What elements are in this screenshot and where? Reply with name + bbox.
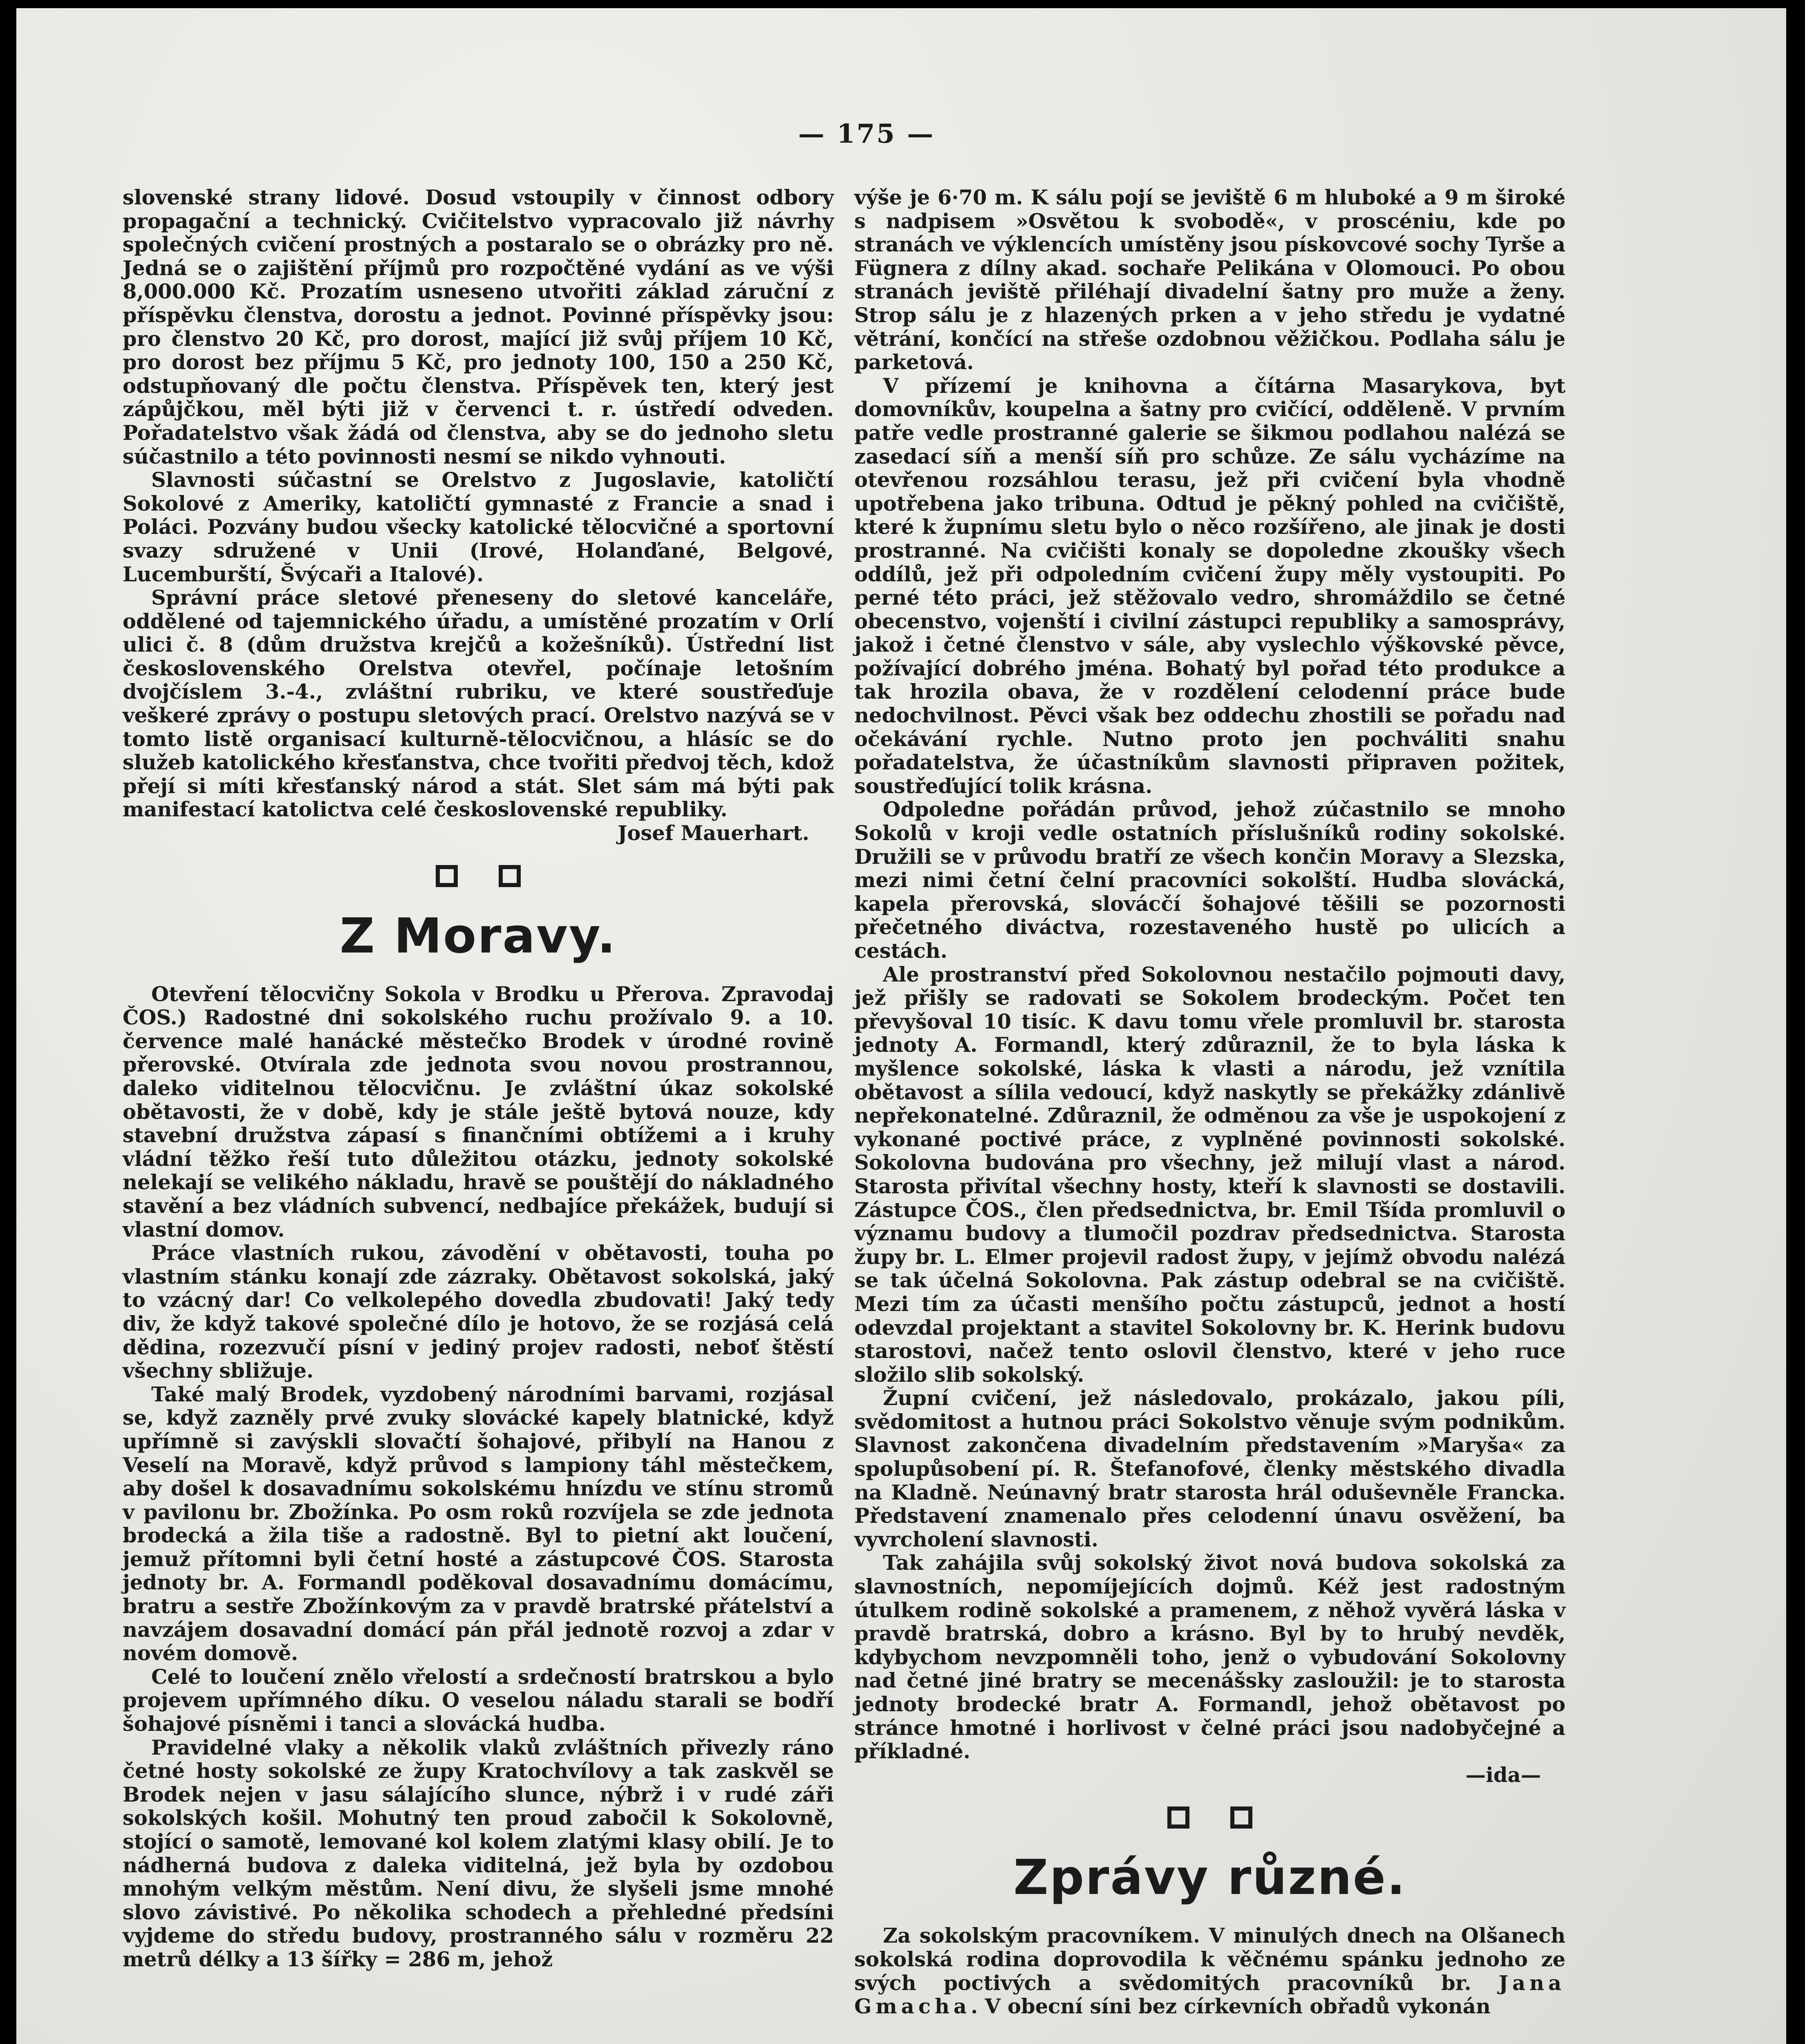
paragraph: Pravidelné vlaky a několik vlaků zvláštních přivezly ráno četné hosty sokolské ze župy Kratochvílovy a tak zaskvěl se Brodek nejen v jasu sálajícího slunce, nýbrž i v rudé záři sokolských košil. Mohutný ten proud zabočil k Sokolovně, stojící o samotě, lemované kol kolem zlatými klasy obilí. Je to nádherná budova z daleka viditelná, jež byla by ozdobou mnohým velkým městům. Není divu, že slyšeli jsme mnohé slovo závistivé. Po několika schodech a přehledné předsíni vyjdeme do středu budovy, prostranného sálu v rozměru 22 metrů délky a 13 šířky = 286 m, jehož xyxy=(123,1735,834,1971)
paragraph: Odpoledne pořádán průvod, jehož zúčastnilo se mnoho Sokolů v kroji vedle ostatních příslušníků rodiny sokolské. Družili se v průvodu bratří ze všech končin Moravy a Slezska, mezi nimi četní čelní pracovníci sokolští. Hudba slovácká, kapela přerovská, slovácčí šohajové těšili se pozornosti přečetného diváctva, rozestaveného hustě po ulicích a cestách. xyxy=(854,798,1565,963)
square-ornament-icon xyxy=(1167,1806,1189,1829)
right-column xyxy=(854,186,1565,2019)
paragraph: Ale prostranství před Sokolovnou nestačilo pojmouti davy, jež přišly se radovati se Sokolem brodeckým. Počet ten převyšoval 10 tisíc. K davu tomu vřele promluvil br. starosta jednoty A. Formandl, který zdůraznil, že to byla láska k myšlence sokolské, láska k vlasti a národu, jež vznítila obětavost a sílila vedoucí, když naskytly se překážky zdánlivě nepřekonatelné. Zdůraznil, že odměnou za vše je uspokojení z vykonané poctivé práce, z vyplněné povinnosti sokolské. Sokolovna budována pro všechny, jež milují vlast a národ. Starosta přivítal všechny hosty, kteří k slavnosti se dostavili. Zástupce ČOS., člen předsednictva, br. Emil Tšída promluvil o významu budovy a tlumočil pozdrav předsednictva. Starosta župy br. L. Elmer projevil radost župy, v jejímž obvodu nalézá se tak účelná Sokolovna. Pak zástup odebral se na cvičiště. Mezi tím za účasti menšího počtu zástupců, jednot a hostí odevzdal projektant a stavitel Sokolovny br. K. Herink budovu starostovi, načež tento oslovil členstvo, které v jeho ruce složilo slib sokolský. xyxy=(854,962,1565,1387)
section-title: Zprávy různé. xyxy=(1013,1849,1406,1906)
paragraph: Celé to loučení znělo vřelostí a srdečností bratrskou a bylo projevem upřímného díku. O veselou náladu starali se bodří šohajové písněmi i tanci a slovácká hudba. xyxy=(123,1665,834,1736)
article-text: . V obecní síni bez církevních obřadů vykonán xyxy=(970,1995,1491,2019)
section-divider xyxy=(854,1789,1565,1842)
left-column xyxy=(123,186,834,1972)
paragraph: Slavnosti súčastní se Orelstvo z Jugoslavie, katoličtí Sokolové z Ameriky, katoličtí gymnasté z Francie a snad i Poláci. Pozvány budou všecky katolické tělocvičné a sportovní svazy sdružené v Unii (Irové, Holanďané, Belgové, Lucemburští, Švýcaři a Italové). xyxy=(123,468,834,586)
article-text: V minulých dnech na Olšanech sokolská rodina doprovodila k věčnému spánku jednoho ze svých poctivých a svědomitých pracovníků br. xyxy=(854,1924,1566,1995)
article-lead-paragraph xyxy=(123,983,834,1242)
paragraph: Správní práce sletové přeneseny do sletové kanceláře, oddělené od tajemnického úřadu, a umístěné prozatím v Orlí ulici č. 8 (dům družstva krejčů a kožešníků). Ústřední list československého Orelstva otevřel, počínaje letošním dvojčíslem 3.-4., zvláštní rubriku, ve které soustřeďuje veškeré zprávy o postupu sletových prací. Orelstvo nazývá se v tomto listě organisací kulturně-tělocvičnou, a hlásíc se do služeb katolického křesťanstva, chce tvořiti předvoj těch, kdož přejí si míti křesťanský národ a stát. Slet sám má býti pak manifestací katolictva celé československé republiky. xyxy=(123,586,834,822)
paragraph: Také malý Brodek, vyzdobený národními barvami, rozjásal se, když zazněly prvé zvuky slovácké kapely blatnické, když upřímně si zavýskli slovačtí šohajové, přibylí na Hanou z Veselí na Moravě, když průvod s lampiony táhl městečkem, aby došel k dosavadnímu sokolskému hnízdu ve stínu stromů v pavilonu br. Zbožínka. Po osm roků rozvíjela se zde jednota brodecká a žila tiše a radostně. Byl to pietní akt loučení, jemuž přítomni byli četní hosté a zástupcové ČOS. Starosta jednoty br. A. Formandl poděkoval dosavadnímu domácímu, bratru a sestře Zbožínkovým za v pravdě bratrské přátelství a navzájem dosavadní domácí pán přál jednotě rozvoj a zdar v novém domově. xyxy=(123,1382,834,1665)
section-title: Z Moravy. xyxy=(340,907,617,964)
paragraph: Práce vlastních rukou, závodění v obětavosti, touha po vlastním stánku konají zde zázraky. Obětavost sokolská, jaký to vzácný dar! Co velkolepého dovedla zbudovati! Jaký tedy div, že když takové společné dílo je hotovo, že se rozjásá celá dědina, rozezvučí písní v jediný projev radosti, neboť štěstí všechny sbližuje. xyxy=(123,1241,834,1383)
square-ornament-icon xyxy=(1230,1806,1252,1829)
author-signature: —ida— xyxy=(1465,1763,1541,1787)
author-signature: Josef Mauerhart. xyxy=(618,821,809,845)
square-ornament-icon xyxy=(499,865,521,887)
article-text: Zpravodaj ČOS.) Radostné dni sokolského ruchu prožívalo 9. a 10. července malé hanácké městečko Brodek v úrodné rovině přerovské. Otvírala zde jednota svou novou prostrannou, daleko viditelnou tělocvičnu. Je zvláštní úkaz sokolské obětavosti, že v době, kdy je stále ještě bytová nouze, kdy stavební družstva zápasí s finančními obtížemi a i kruhy vládní těžko řeší tuto důležitou otázku, jednoty sokolské nelekají se velikého nákladu, hravě se pouštějí do nákladného stavění a bez vládních subvencí, nedbajíce překážek, budují si vlastní domov. xyxy=(123,982,834,1242)
square-ornament-icon xyxy=(436,865,458,887)
paragraph: Župní cvičení, jež následovalo, prokázalo, jakou píli, svědomitost a hutnou práci Sokolstvo věnuje svým podnikům. Slavnost zakončena divadelním představením »Maryša« za spolupůsobení pí. R. Štefanofové, členky městského divadla na Kladně. Neúnavný bratr starosta hrál oduševněle Francka. Představení znamenalo přes celodenní únavu osvěžení, ba vyvrcholení slavnosti. xyxy=(854,1386,1565,1551)
section-divider xyxy=(123,848,834,901)
paragraph: Tak zahájila svůj sokolský život nová budova sokolská za slavnostních, nepomíjejících dojmů. Kéž jest radostným útulkem rodině sokolské a pramenem, z něhož vyvěrá láska v pravdě bratrská, dobro a krásno. Byl by to hrubý nevděk, kdybychom nevzpomněli toho, jenž o vybudování Sokolovny nad četné jiné bratry se mecenášsky zasloužil: je to starosta jednoty brodecké bratr A. Formandl, jehož obětavost po stránce hmotné i horlivost v čelné práci jsou nadobyčejné a příkladné. xyxy=(854,1551,1565,1764)
paragraph: V přízemí je knihovna a čítárna Masarykova, byt domovníkův, koupelna a šatny pro cvičící, odděleně. V prvním patře vedle prostranné galerie se šikmou podlahou nalézá se zasedací síň a menší síň pro schůze. Ze sálu vycházíme na otevřenou rozsáhlou terasu, jež při cvičení byla vhodně upotřebena jako tribuna. Odtud je pěkný pohled na cvičiště, které k župnímu sletu bylo o něco rozšířeno, ale jinak je dosti prostranné. Na cvičišti konaly se dopoledne zkoušky všech oddílů, jež při odpoledním cvičení župy měly vystoupiti. Po perné této práci, jež stěžovalo vedro, shromáždilo se četné obecenstvo, vojenští i civilní zástupci republiky a samosprávy, jakož i četné členstvo v sále, aby vyslechlo výškovské pěvce, požívající dobrého jména. Bohatý byl pořad této produkce a tak hrozila obava, že v rozdělení celodenní práce bude nedochvilnost. Pěvci však bez oddechu zhostili se pořadu nad očekávání rychle. Nutno proto jen pochváliti snahu pořadatelstva, že účastníkům slavnosti připraven požitek, soustřeďující tolik krásna. xyxy=(854,374,1565,798)
article-heading: Otevření tělocvičny Sokola v Brodku u Přerova. xyxy=(151,982,710,1006)
paragraph: slovenské strany lidové. Dosud vstoupily v činnost odbory propagační a technický. Cvičitelstvo vypracovalo již návrhy společných cvičení prostných a postaralo se o obrázky pro ně. Jedná se o zajištění příjmů pro rozpočtěné vydání as ve výši 8,000.000 Kč. Prozatím usneseno utvořiti základ záruční z příspěvku členstva, dorostu a jednot. Povinné příspěvky jsou: pro členstvo 20 Kč, pro dorost, mající již svůj příjem 10 Kč, pro dorost bez příjmu 5 Kč, pro jednoty 100, 150 a 250 Kč, odstupňovaný dle počtu členstva. Příspěvek ten, který jest zápůjčkou, měl býti již v červenci t. r. ústředí odveden. Pořadatelstvo však žádá od členstva, aby se do jednoho sletu súčastnilo a této povinnosti nesmí se nikdo vyhnouti. xyxy=(123,186,834,468)
person-name: Jana Gmacha xyxy=(854,1971,1565,2019)
article-lead-paragraph xyxy=(854,1924,1565,2018)
paragraph: výše je 6·70 m. K sálu pojí se jeviště 6 m hluboké a 9 m široké s nadpisem »Osvětou k svobodě«, v proscéniu, kde po stranách ve výklencích umístěny jsou pískovcové sochy Tyrše a Fügnera z dílny akad. sochaře Pelikána v Olomouci. Po obou stranách jeviště přiléhají divadelní šatny pro muže a ženy. Strop sálu je z hlazených prken a v jeho středu je vydatné větrání, končící na střeše ozdobnou věžičkou. Podlaha sálu je parketová. xyxy=(854,186,1565,374)
article-heading: Za sokolským pracovníkem. xyxy=(883,1924,1200,1948)
page-number: — 175 — xyxy=(798,119,935,149)
